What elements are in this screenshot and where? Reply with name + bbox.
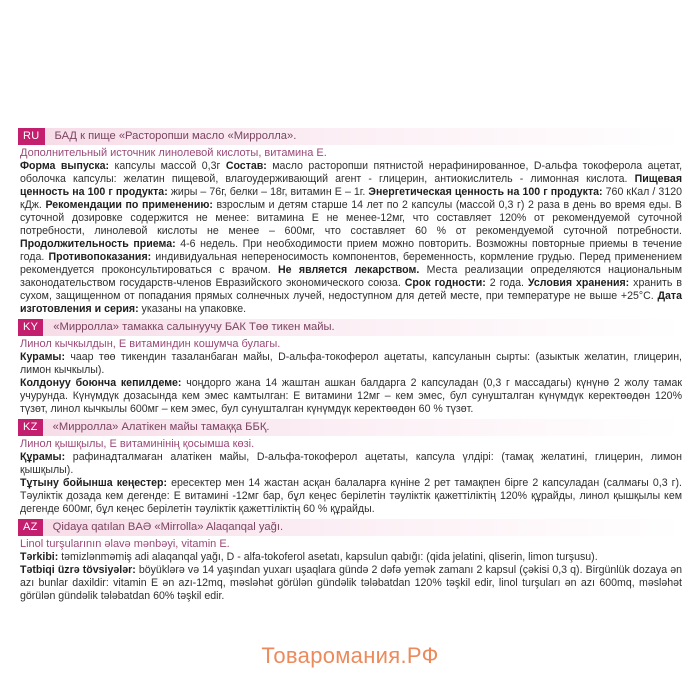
text-run: Места реализации определяются национальным законодательством государств-членов Евразийского экономического союза. <box>20 264 682 289</box>
section-az <box>18 519 682 603</box>
text-run: взрослым и детям старше 14 лет по 2 капсулы (массой 0,3 г) 2 раза в день во время еды. В суточной дозировке содержится не менее: витамина E не менее-12мг, что составляет 120% от рекомендуемой суточной потребности, линолевой кислоты не менее – 600мг, что составляет 60 % от рекомендуемой суточной потребности. <box>20 199 682 237</box>
text-run: жиры – 76г, белки – 18г, витамин E – 1г. <box>167 186 369 198</box>
field-label: Колдонуу боюнча кепилдеме: <box>20 377 182 389</box>
text-run: чаар төө тикендин тазаланбаган майы, D-альфа-токоферол ацетаты, капсуланын сырты: (азыктык желатин, глицерин, лимон кычкылы). <box>20 351 682 376</box>
section-ky <box>18 319 682 416</box>
field-label: Энергетическая ценность на 100 г продукта: <box>368 186 603 198</box>
section-header <box>18 128 682 145</box>
section-title: БАД к пище «Расторопши масло «Мирролла». <box>54 130 297 142</box>
section-kz <box>18 419 682 516</box>
field-label: Форма выпуска: <box>20 160 110 172</box>
language-badge: KZ <box>18 419 43 436</box>
field-label: Срок годности: <box>404 277 486 289</box>
section-ru <box>18 128 682 316</box>
field-label: Tətbiqi üzrə tövsiyələr: <box>20 564 136 576</box>
field-label: Пищевая ценность на 100 г продукта: <box>20 173 682 198</box>
section-subtitle: Linol turşularının əlavə mənbəyi, vitamin E. <box>20 538 230 550</box>
paragraph <box>20 477 682 516</box>
paragraph <box>20 377 682 416</box>
field-label: Рекомендации по применению: <box>45 199 213 211</box>
paragraph <box>20 551 682 564</box>
field-label: Tərkibi: <box>20 551 59 563</box>
section-header <box>18 419 682 436</box>
text-run: təmizlənməmiş adi alaqanqal yağı, D - alfa-tokoferol asetatı, kapsulun qabığı: (qida jelatini, qliserin, limon turşusu). <box>58 551 598 563</box>
field-label: Состав: <box>225 160 267 172</box>
field-label: Тұтыну бойынша кеңестер: <box>20 477 168 489</box>
store-watermark: Товаромания.РФ <box>261 643 439 668</box>
section-title: Qidaya qatılan BAƏ «Mirrolla» Alaqanqal yağı. <box>52 521 284 533</box>
text-run: рафинадталмаған алатікен майы, D-альфа-токоферол ацетаты, капсула үлдірі: (тамақ желатині, глицерин, лимон қышқылы). <box>20 451 682 476</box>
text-run: хранить в сухом, защищенном от попадания прямых солнечных лучей, недоступном для детей месте, при температуре не выше +25°С. <box>20 277 683 302</box>
field-label: Условия хранения: <box>527 277 630 289</box>
section-subtitle: Дополнительный источник линолевой кислоты, витамина E. <box>20 147 327 159</box>
paragraph <box>20 351 682 377</box>
text-run: 4-6 недель. При необходимости прием можно повторить. Возможны повторные приемы в течение года. <box>20 238 682 263</box>
section-title: «Мирролла» Алатікен майы тамаққа ББҚ. <box>52 421 270 433</box>
text-run: böyüklərə və 14 yaşından yuxarı uşaqlara gündə 2 dəfə yemək zamanı 2 kapsul (çəkisi 0,3 q). Birgünlük dozaya ən azı bunlar daxildir: vitamin E ən azı-12mq, məsləhət görülən gündəlik tələbatdan 120% təşkil edir, linol turşuları ən azı 600mq, məsləhət görülən gündəlik tələbatdan 60% təşkil edir. <box>20 564 682 602</box>
paragraph <box>20 451 682 477</box>
text-run: капсулы массой 0,3г <box>109 160 226 172</box>
language-badge: AZ <box>18 519 43 536</box>
text-run: масло расторопши пятнистой нерафинированное, D-альфа токоферола ацетат, оболочка капсулы: желатин пищевой, влагоудерживающий агент - глицерин, антиокислитель - лимонная кислота. <box>20 160 683 185</box>
field-label: Продолжительность приема: <box>20 238 176 250</box>
field-label: Противопоказания: <box>48 251 152 263</box>
language-badge: RU <box>18 128 45 145</box>
text-run: чоңдорго жана 14 жаштан ашкан балдарга 2 капсуладан (0,3 г массадагы) күнүнө 2 жолу тамак учурунда. Күнүмдүк дозасында кем эмес камтылган: Е витамини 12мг – кем эмес, бул сунушталган күнүмдүк керектөөдөн 120% түзөт, линол кычкылы 600мг – кем эмес, бул сунушталган күнүмдүк керектөөдөн 60 % түзөт. <box>20 377 682 415</box>
text-run: ересектер мен 14 жастан асқан балаларға күніне 2 рет тамақпен бірге 2 капсуладан (салмағы 0,3 г). Тәуліктік дозада кем дегенде: Е витамині -12мг бар, бұл кеңес берілетін тәуліктік қажеттіліктің 120% құрайды, линол қышқылы кем дегенде 600мг, бұл кеңес берілетін тәуліктік қажеттіліктің 60 % құрайды. <box>20 477 682 515</box>
label-document <box>18 128 682 606</box>
text-run: указаны на упаковке. <box>138 303 247 315</box>
section-title: «Мирролла» тамакка салынуучу БАК Төө тикен майы. <box>53 321 335 333</box>
text-run: 760 кКал / 3120 кДж. <box>20 186 683 211</box>
field-label: Дата изготовления и серия: <box>20 290 682 315</box>
sections-container <box>18 128 682 603</box>
text-run: индивидуальная непереносимость компонентов, беременность, кормление грудью. Перед применением рекомендуется проконсультироваться с врачом. <box>20 251 683 276</box>
paragraph <box>20 160 682 316</box>
paragraph <box>20 564 682 603</box>
text-run: 2 года. <box>485 277 528 289</box>
section-subtitle: Линол кычкылдын, Е витаминдин кошумча булагы. <box>20 338 281 350</box>
field-label: Құрамы: <box>20 451 66 463</box>
field-label: Курамы: <box>20 351 65 363</box>
section-header <box>18 519 682 536</box>
language-badge: KY <box>18 319 43 336</box>
section-header <box>18 319 682 336</box>
field-label: Не является лекарством. <box>278 264 420 276</box>
section-subtitle: Линол қышқылы, Е витаминінің қосымша көзі. <box>20 438 255 450</box>
